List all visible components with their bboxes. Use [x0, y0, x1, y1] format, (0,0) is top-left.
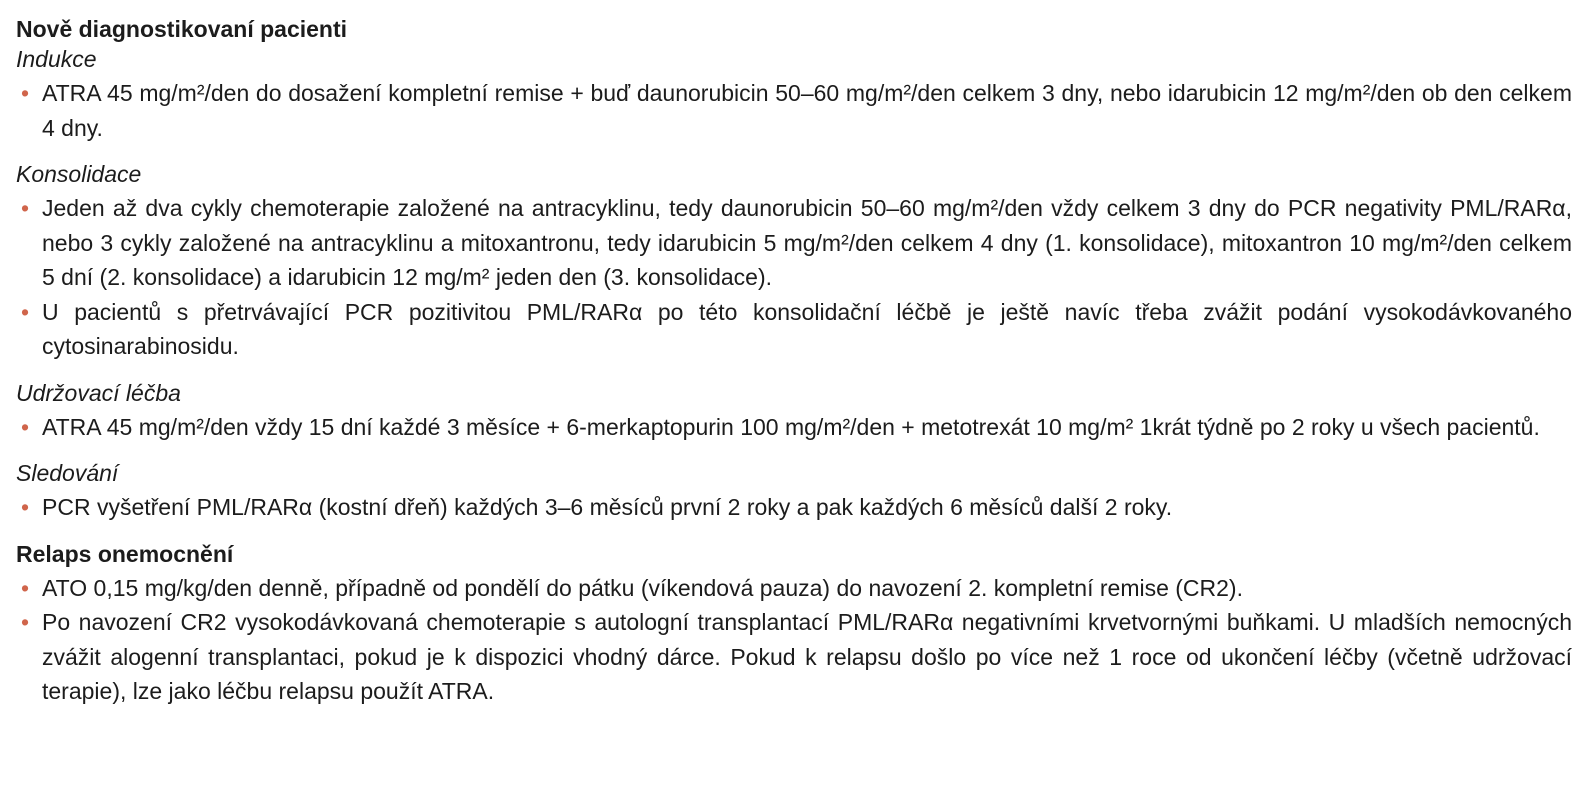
bullet-icon: •	[21, 413, 30, 440]
list-item	[16, 571, 1572, 606]
bullet-icon: •	[21, 574, 30, 601]
subsection-title-consolidation: Konsolidace	[16, 161, 142, 187]
section-heading-newly-diagnosed: Nově diagnostikovaní pacienti	[16, 16, 348, 42]
subsection-induction	[16, 44, 1572, 145]
bullet-icon: •	[21, 195, 30, 221]
subsection-monitoring	[16, 458, 1572, 525]
list-item-text: ATRA 45 mg/m²/den vždy 15 dní každé 3 měsíce + 6-merkaptopurin 100 mg/m²/den + metotrexát 10 mg/m² 1krát týdně po 2 roky u všech pacientů.	[42, 413, 1540, 440]
bullet-icon: •	[21, 494, 30, 520]
list-item	[16, 76, 1572, 145]
list-item	[16, 605, 1572, 709]
list-item-text: ATO 0,15 mg/kg/den denně, případně od pondělí do pátku (víkendová pauza) do navození 2. kompletní remise (CR2).	[42, 574, 1243, 601]
section-heading-relapse: Relaps onemocnění	[16, 540, 234, 567]
subsection-title-maintenance: Udržovací léčba	[16, 379, 181, 406]
list-item-text: ATRA 45 mg/m²/den do dosažení kompletní remise + buď daunorubicin 50–60 mg/m²/den celkem 3 dny, nebo idarubicin 12 mg/m²/den ob den celkem 4 dny.	[42, 80, 1572, 141]
bullet-list-consolidation	[16, 191, 1572, 364]
list-item	[16, 295, 1572, 364]
subsection-maintenance	[16, 378, 1572, 445]
list-item	[16, 410, 1572, 445]
bullet-icon: •	[21, 80, 30, 106]
bullet-list-monitoring	[16, 490, 1572, 525]
subsection-consolidation	[16, 159, 1572, 364]
list-item-text: U pacientů s přetrvávající PCR pozitivitou PML/RARα po této konsolidační léčbě je ještě navíc třeba zvážit podání vysokodávkovaného cytosinarabinosidu.	[42, 298, 1572, 359]
bullet-list-induction	[16, 76, 1572, 145]
list-item-text: PCR vyšetření PML/RARα (kostní dřeň) každých 3–6 měsíců první 2 roky a pak každých 6 měsíců další 2 roky.	[42, 494, 1173, 520]
list-item	[16, 490, 1572, 525]
bullet-list-relapse	[16, 571, 1572, 709]
bullet-list-maintenance	[16, 410, 1572, 445]
bullet-icon: •	[21, 298, 30, 325]
subsection-title-monitoring: Sledování	[16, 460, 119, 486]
list-item	[16, 191, 1572, 295]
bullet-icon: •	[21, 609, 30, 635]
list-item-text: Jeden až dva cykly chemoterapie založené na antracyklinu, tedy daunorubicin 50–60 mg/m²/den vždy celkem 3 dny do PCR negativity PML/RARα, nebo 3 cykly založené na antracyklinu a mitoxantronu, tedy idarubicin 5 mg/m²/den celkem 4 dny (1. konsolidace), mitoxantron 10 mg/m²/den celkem 5 dní (2. konsolidace) a idarubicin 12 mg/m² jeden den (3. konsolidace).	[42, 195, 1572, 290]
subsection-title-induction: Indukce	[16, 46, 97, 72]
list-item-text: Po navození CR2 vysokodávkovaná chemoterapie s autologní transplantací PML/RARα negativními krvetvornými buňkami. U mladších nemocných zvážit alogenní transplantaci, pokud je k dispozici vhodný dárce. Pokud k relapsu došlo po více než 1 roce od ukončení léčby (včetně udržovací terapie), lze jako léčbu relapsu použít ATRA.	[42, 609, 1572, 704]
